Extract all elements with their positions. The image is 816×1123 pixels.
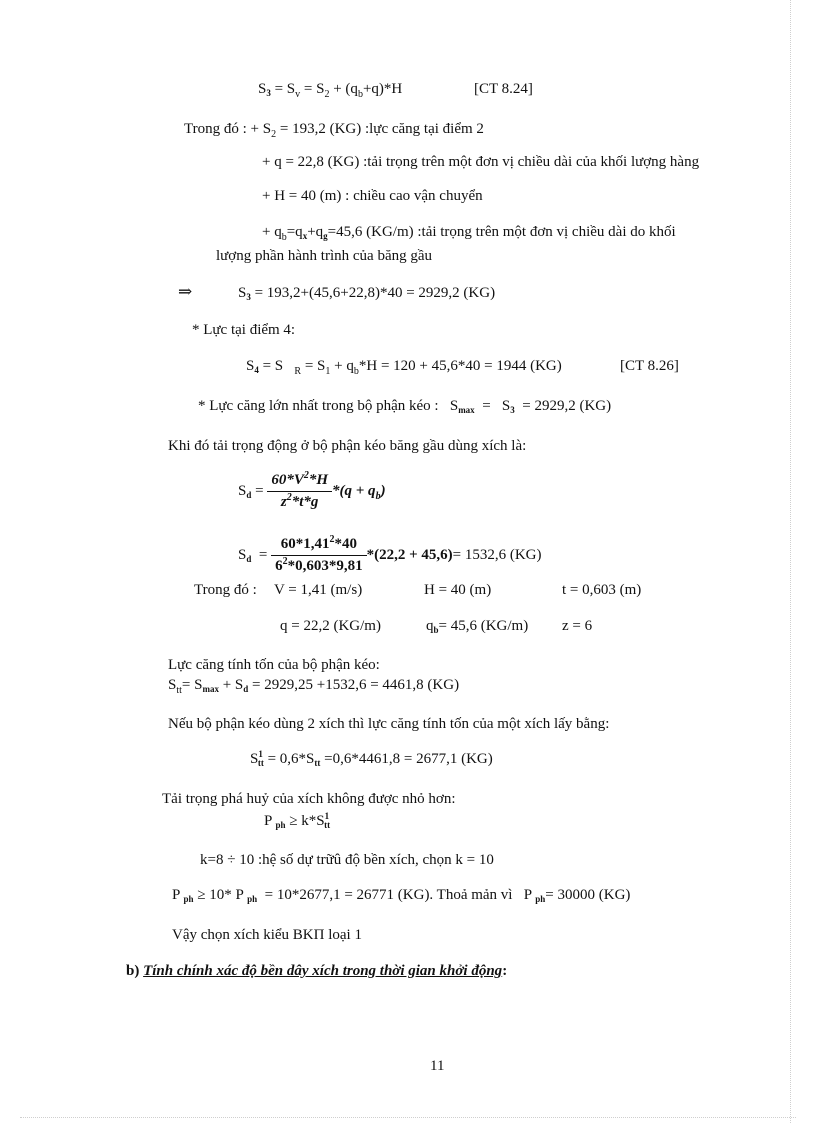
formula-s4: $S_4 = S$ $_R = S_1 + q_b*H = 120 + 45,6*40 = 1944$ (KG) — [246, 358, 562, 377]
text-h: + H = 40 (m) : chiều cao vận chuyển — [262, 188, 483, 204]
fraction-symbolic: $\frac{60*V^2*H}{z^2*t*g}$ — [267, 472, 332, 511]
param-t: t = 0,603 (m) — [562, 582, 642, 598]
text-breaking-load: Tải trọng phá huỷ của xích không được nhỏ hơn: — [162, 791, 456, 807]
page-bottom-border — [20, 1117, 796, 1118]
section-heading-b — [126, 962, 507, 980]
param-v: V = 1,41 (m/s) — [274, 582, 363, 598]
text-s2: Trong đó : + $S_2 = 193,2$ (KG) :lực căng tại điểm 2 — [184, 121, 484, 140]
text-qb: + $q_b=q_x+q_g=45,6$ (KG/m) :tải trọng trên một đơn vị chiều dài do khối — [262, 224, 676, 243]
sd-result: = 1532,6 (KG) — [452, 547, 542, 563]
section-colon: : — [502, 963, 508, 979]
page-right-border — [790, 0, 791, 1123]
implies-arrow: ⇒ — [178, 282, 193, 301]
label-trong-do: Trong đó : — [194, 582, 257, 598]
heading-force-point4: * Lực tại điểm 4: — [192, 322, 296, 338]
formula-ref-8-26: [CT 8.26] — [620, 358, 679, 374]
text-two-chains: Nếu bộ phận kéo dùng 2 xích thì lực căng tính tốn của một xích lấy bằng: — [168, 716, 610, 732]
param-h: H = 40 (m) — [424, 582, 492, 598]
formula-ref-8-24: [CT 8.24] — [474, 81, 533, 97]
page-number: 11 — [430, 1058, 445, 1074]
text-dynamic-load: Khi đó tải trọng động ở bộ phận kéo băng gầu dùng xích là: — [168, 438, 527, 454]
formula-sd-symbolic: $S_d$ = $\frac{60*V^2*H}{z^2*t*g}$ $*(q + q_b)$ — [238, 470, 386, 510]
param-q: q = 22,2 (KG/m) — [280, 618, 381, 634]
result-s3: $S_3 = 193,2+(45,6+22,8)*40 = 2929,2$ (KG) — [238, 285, 496, 302]
text-safety-factor: k=8 ÷ 10 :hệ số dự trữû độ bền xích, chọn k = 10 — [200, 852, 494, 868]
param-z: z = 6 — [562, 618, 593, 634]
param-qb: $q_b= 45,6$ (KG/m) — [426, 618, 529, 635]
formula-pph-ineq: P $_{ph} \ge k*S^1_{tt}$ — [264, 811, 331, 830]
formula-stt: $S_{tt}= S_{max} + S_d = 2929,25 +1532,6 = 4461,8$ (KG) — [168, 677, 460, 696]
section-prefix: b) — [126, 963, 140, 979]
section-title: Tính chính xác độ bền dây xích trong thời gian khởi động — [143, 963, 503, 979]
text-chain-choice: Vậy chọn xích kiểu BKП loại 1 — [172, 927, 362, 943]
fraction-numeric: $\frac{60*1,41^2*40}{6^2*0,603*9,81}$ — [271, 536, 367, 575]
formula-pph-check: P $_{ph}$ ≥ 10* P $_{ph}$ = 10*2677,1 = 26771 (KG). Thoả mản vì P $_{ph}$= 30000 (KG) — [172, 887, 631, 904]
formula-s3: $S_3 = S_v = S_2 + (q_b+q)*H$ — [258, 81, 403, 100]
text-smax: * Lực căng lớn nhất trong bộ phận kéo : $S_{max} = S_3 = 2929,2$ (KG) — [198, 398, 612, 415]
formula-s1tt: $S^1_{tt} = 0,6*S_{tt} =0,6*4461,8 = 2677,1$ (KG) — [250, 749, 493, 768]
text-calc-tension: Lực căng tính tốn của bộ phận kéo: — [168, 657, 380, 673]
formula-sd-numeric: $S_d$ = $\frac{60*1,41^2*40}{6^2*0,603*9,81}$ *(22,2 + 45,6)= 1532,6 (KG) — [238, 534, 542, 574]
text-q: + q = 22,8 (KG) :tải trọng trên một đơn vị chiều dài của khối lượng hàng — [262, 154, 700, 170]
text-qb-cont: lượng phần hành trình của băng gầu — [216, 248, 433, 264]
